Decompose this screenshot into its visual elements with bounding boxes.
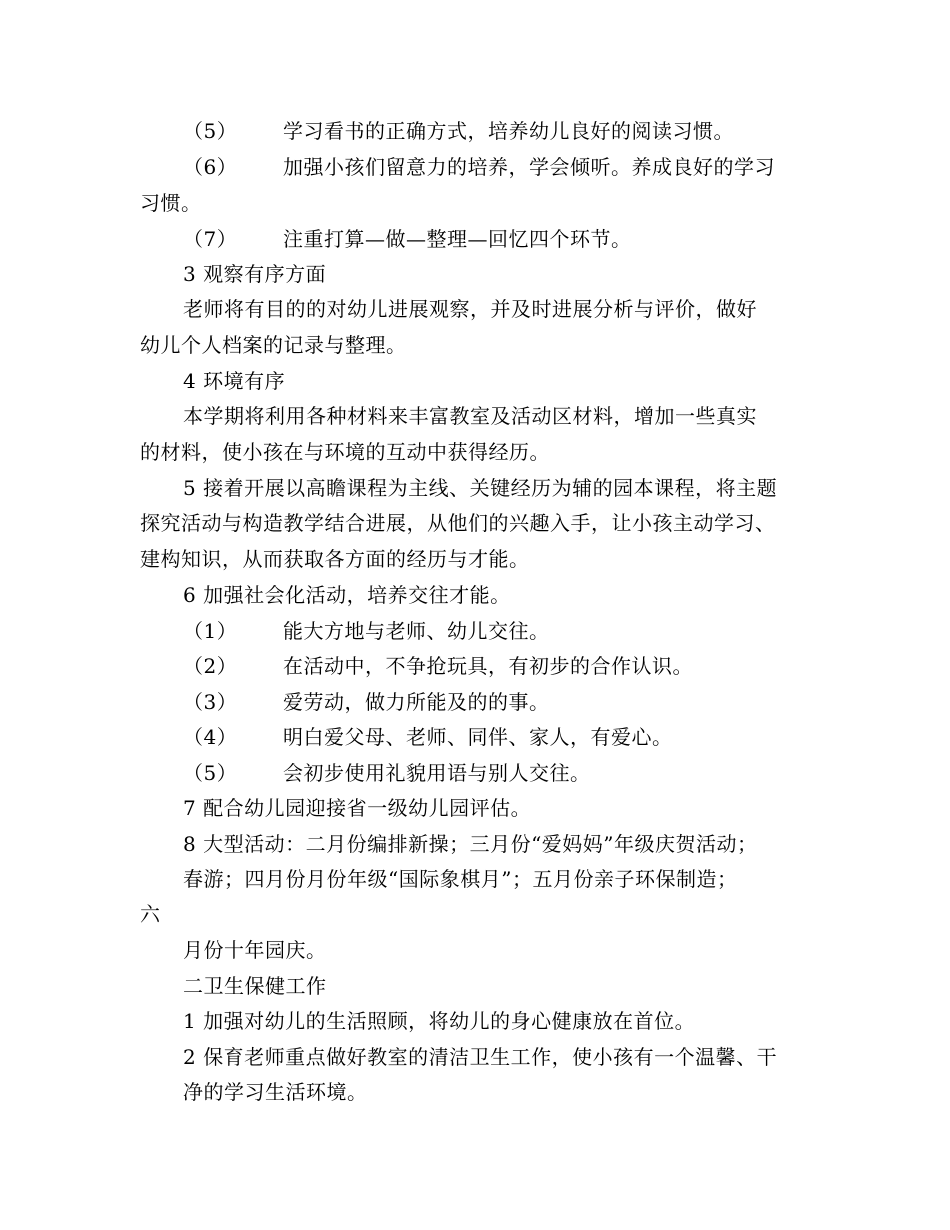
list-text: 会初步使用礼貌用语与别人交往。 xyxy=(283,761,591,785)
list-item-6 xyxy=(183,155,775,179)
events-line-1: 8 大型活动：二月份编排新操；三月份“爱妈妈”年级庆贺活动； xyxy=(183,832,758,856)
events-line-3: 六 xyxy=(140,902,161,926)
list-text: 爱劳动，做力所能及的的事。 xyxy=(283,690,550,714)
events-line-2: 春游；四月份月份年级“国际象棋月”；五月份亲子环保制造； xyxy=(183,867,738,891)
social-list-item xyxy=(183,619,550,643)
observe-paragraph-line-2: 幼儿个人档案的记录与整理。 xyxy=(140,333,407,357)
social-list-item xyxy=(183,690,550,714)
list-item-5 xyxy=(183,119,734,143)
observe-paragraph-line-1: 老师将有目的的对幼儿进展观察，并及时进展分析与评价，做好 xyxy=(183,297,757,321)
environment-heading: 4 环境有序 xyxy=(183,369,286,393)
evaluation-line: 7 配合幼儿园迎接省一级幼儿园评估。 xyxy=(183,796,532,820)
course-paragraph-line-3: 建构知识，从而获取各方面的经历与才能。 xyxy=(140,547,530,571)
list-number: （3） xyxy=(183,690,238,714)
list-text: 学习看书的正确方式，培养幼儿良好的阅读习惯。 xyxy=(283,119,734,143)
list-text: 加强小孩们留意力的培养，学会倾听。养成良好的学习 xyxy=(283,155,775,179)
list-text: 在活动中，不争抢玩具，有初步的合作认识。 xyxy=(283,654,693,678)
list-number: （1） xyxy=(183,619,238,643)
social-list-item xyxy=(183,761,591,785)
list-number: （5） xyxy=(183,761,238,785)
social-heading: 6 加强社会化活动，培养交往才能。 xyxy=(183,583,511,607)
environment-paragraph-line-2: 的材料，使小孩在与环境的互动中获得经历。 xyxy=(140,440,550,464)
events-line-4: 月份十年园庆。 xyxy=(183,938,327,962)
list-item-7 xyxy=(183,227,632,251)
hygiene-item-2-line-1: 2 保育老师重点做好教室的清洁卫生工作，使小孩有一个温馨、干 xyxy=(183,1045,778,1069)
course-paragraph-line-2: 探究活动与构造教学结合进展，从他们的兴趣入手，让小孩主动学习、 xyxy=(140,511,776,535)
environment-paragraph-line-1: 本学期将利用各种材料来丰富教室及活动区材料，增加一些真实 xyxy=(183,404,757,428)
hygiene-item-1: 1 加强对幼儿的生活照顾，将幼儿的身心健康放在首位。 xyxy=(183,1009,696,1033)
observe-heading: 3 观察有序方面 xyxy=(183,262,327,286)
list-number: （6） xyxy=(183,155,238,179)
list-number: （4） xyxy=(183,725,238,749)
list-text: 明白爱父母、老师、同伴、家人，有爱心。 xyxy=(283,725,673,749)
social-list-item xyxy=(183,654,693,678)
social-list-item xyxy=(183,725,673,749)
list-number: （7） xyxy=(183,227,238,251)
hygiene-item-2-line-2: 净的学习生活环境。 xyxy=(183,1080,368,1104)
course-paragraph-line-1: 5 接着开展以高瞻课程为主线、关键经历为辅的园本课程，将主题 xyxy=(183,476,778,500)
list-item-6-continuation: 习惯。 xyxy=(140,191,202,215)
list-number: （2） xyxy=(183,654,238,678)
list-text: 注重打算—做—整理—回忆四个环节。 xyxy=(283,227,632,251)
list-number: （5） xyxy=(183,119,238,143)
hygiene-heading: 二卫生保健工作 xyxy=(183,974,327,998)
list-text: 能大方地与老师、幼儿交往。 xyxy=(283,619,550,643)
